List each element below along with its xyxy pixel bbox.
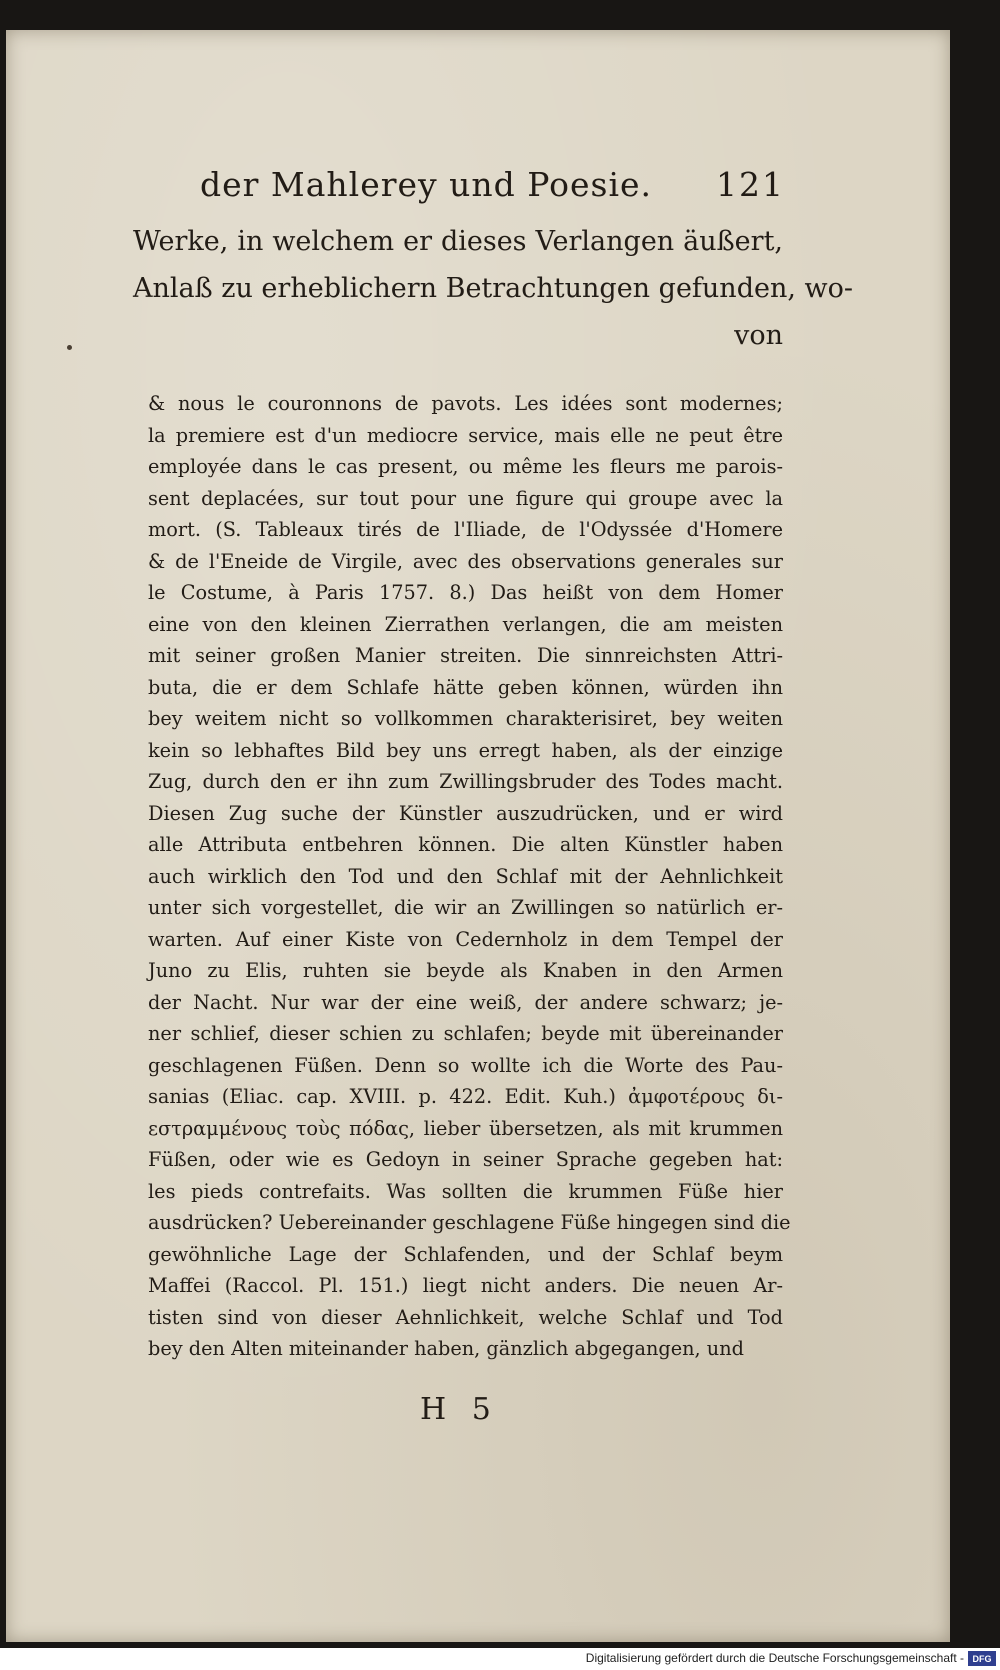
footnote-line: bey weitem nicht so vollkommen charakterisiret, bey weiten: [148, 707, 783, 730]
footnote-line: geschlagenen Füßen. Denn so wollte ich die Worte des Pau-: [148, 1053, 783, 1077]
footnote-line: buta, die er dem Schlafe hätte geben können, würden ihn: [148, 675, 783, 699]
footnote-line: εστραμμένους τοὺς πόδας, lieber übersetzen, als mit krummen: [148, 1116, 783, 1140]
signature-mark: H 5: [420, 1392, 499, 1427]
footnote-line: auch wirklich den Tod und den Schlaf mit der Aehnlichkeit: [148, 864, 783, 888]
footnote-line: Füßen, oder wie es Gedoyn in seiner Sprache gegeben hat:: [148, 1148, 783, 1171]
dfg-logo: DFG: [968, 1651, 996, 1666]
main-text-line: Werke, in welchem er dieses Verlangen äußert,: [133, 226, 783, 257]
ink-spot: [67, 345, 72, 350]
footnote-line: Juno zu Elis, ruhten sie beyde als Knaben in den Armen: [148, 959, 783, 982]
main-text-line: von: [734, 320, 783, 351]
page-number: 121: [716, 165, 785, 204]
running-header: [200, 165, 785, 205]
footnote-line: gewöhnliche Lage der Schlafenden, und der Schlaf beym: [148, 1242, 783, 1266]
footnote-line: le Costume, à Paris 1757. 8.) Das heißt von dem Homer: [148, 581, 783, 604]
footer-bar: [0, 1648, 1000, 1670]
footnote-line: tisten sind von dieser Aehnlichkeit, welche Schlaf und Tod: [148, 1305, 783, 1329]
footnote-line: kein so lebhaftes Bild bey uns erregt haben, als der einzige: [148, 738, 783, 762]
footnote-line: mort. (S. Tableaux tirés de l'Iliade, de l'Odyssée d'Homere: [148, 518, 783, 541]
footnote-line: bey den Alten miteinander haben, gänzlich abgegangen, und: [148, 1337, 744, 1360]
digitization-credit: Digitalisierung gefördert durch die Deutsche Forschungsgemeinschaft -: [585, 1651, 964, 1665]
footnote-line: sanias (Eliac. cap. XVIII. p. 422. Edit. Kuh.) ἀμφοτέρους δι-: [148, 1085, 783, 1108]
footnote-line: & de l'Eneide de Virgile, avec des observations generales sur: [148, 549, 783, 573]
footnote-line: alle Attributa entbehren können. Die alten Künstler haben: [148, 833, 783, 856]
main-text-line: Anlaß zu erheblichern Betrachtungen gefunden, wo-: [133, 273, 853, 304]
footnote-line: sent deplacées, sur tout pour une figure qui groupe avec la: [148, 486, 783, 510]
footnote-line: Zug, durch den er ihn zum Zwillingsbruder des Todes macht.: [148, 770, 783, 793]
footnote-line: employée dans le cas present, ou même les fleurs me parois-: [148, 455, 783, 478]
footnote-line: Diesen Zug suche der Künstler auszudrücken, und er wird: [148, 801, 783, 825]
footnote-line: & nous le couronnons de pavots. Les idées sont modernes;: [148, 392, 783, 415]
footnote-line: les pieds contrefaits. Was sollten die krummen Füße hier: [148, 1179, 783, 1203]
footnote-line: la premiere est d'un mediocre service, mais elle ne peut être: [148, 423, 783, 447]
footnote-line: ner schlief, dieser schien zu schlafen; beyde mit übereinander: [148, 1022, 783, 1045]
footnote: [148, 388, 791, 1365]
footnote-line: eine von den kleinen Zierrathen verlangen, die am meisten: [148, 612, 783, 636]
footnote-line: Maffei (Raccol. Pl. 151.) liegt nicht anders. Die neuen Ar-: [148, 1274, 783, 1297]
running-title: der Mahlerey und Poesie.: [200, 165, 653, 204]
footnote-line: unter sich vorgestellet, die wir an Zwillingen so natürlich er-: [148, 896, 783, 919]
footnote-line: warten. Auf einer Kiste von Cedernholz in dem Tempel der: [148, 927, 783, 951]
footnote-line: ausdrücken? Uebereinander geschlagene Füße hingegen sind die: [148, 1211, 791, 1234]
footnote-line: mit seiner großen Manier streiten. Die sinnreichsten Attri-: [148, 644, 783, 667]
footnote-line: der Nacht. Nur war der eine weiß, der andere schwarz; je-: [148, 990, 783, 1014]
